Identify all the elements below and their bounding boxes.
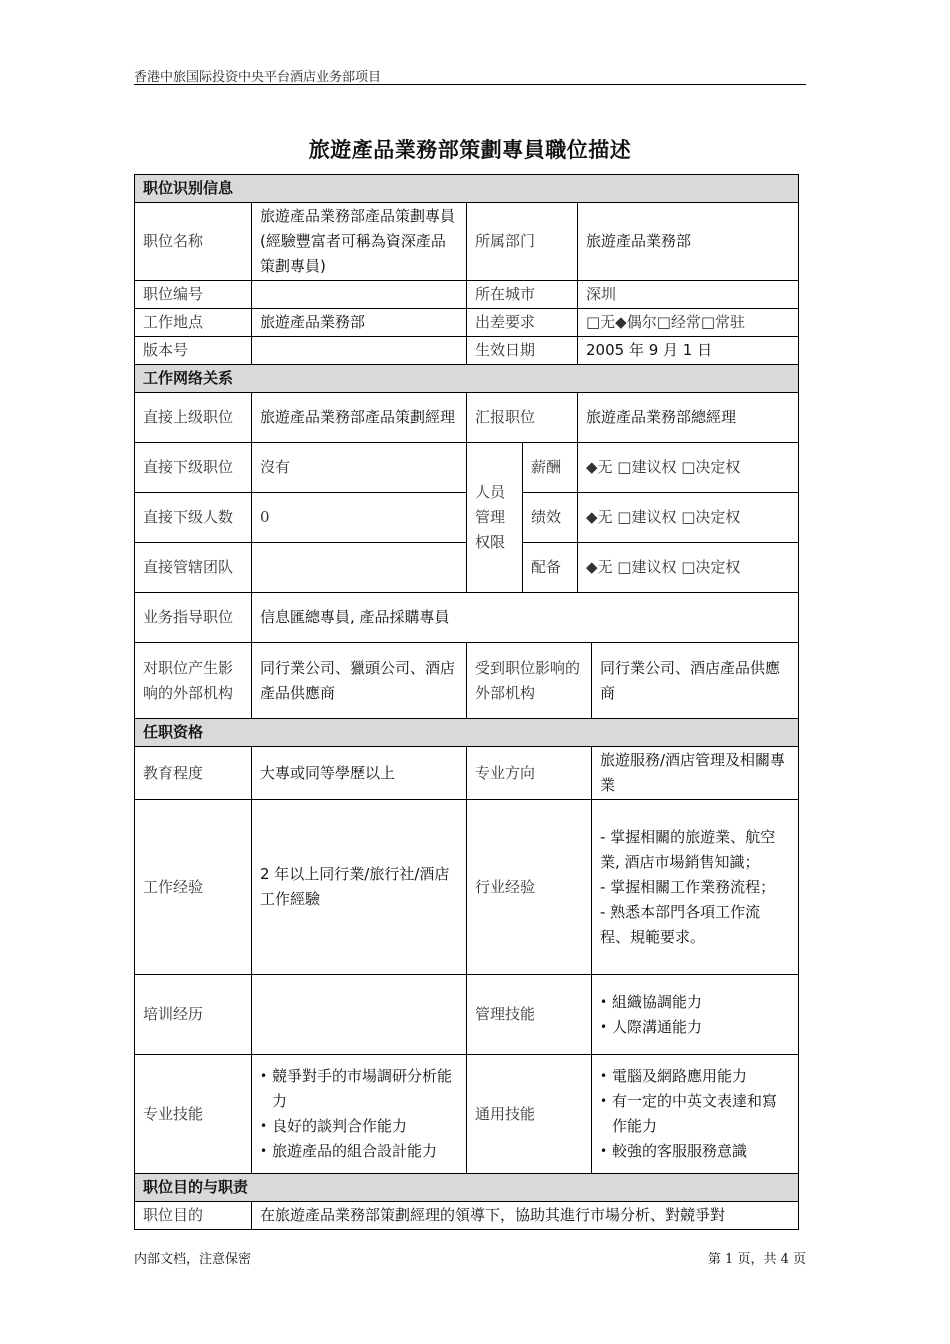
- report-value: 旅遊產品業務部總經理: [578, 393, 799, 443]
- code-value: [252, 281, 467, 309]
- footer-page-number: 第 1 页，共 4 页: [707, 1252, 806, 1267]
- industry-item: - 掌握相關的旅遊業、航空業, 酒店市場銷售知識；: [600, 827, 776, 871]
- travel-label: 出差要求: [467, 309, 578, 337]
- report-label: 汇报职位: [467, 393, 578, 443]
- footer-confidential: 内部文档，注意保密: [134, 1252, 252, 1267]
- position-name-label: 职位名称: [135, 203, 252, 281]
- location-value: 旅遊產品業務部: [252, 309, 467, 337]
- mgmt-item: • 組織協調能力: [600, 990, 790, 1015]
- general-skill-item: • 電腦及網路應用能力: [600, 1064, 790, 1089]
- influenced-value: 同行業公司、酒店產品供應商: [592, 643, 799, 719]
- influence-out-label: 对职位产生影响的外部机构: [135, 643, 252, 719]
- pro-skill-label: 专业技能: [135, 1055, 252, 1174]
- exp-label: 工作经验: [135, 800, 252, 975]
- mgmt-item: • 人際溝通能力: [600, 1015, 790, 1040]
- subordinate-label: 直接下级职位: [135, 443, 252, 493]
- guide-value: 信息匯總專員, 產品採購專員: [252, 593, 799, 643]
- city-label: 所在城市: [467, 281, 578, 309]
- perf-label: 绩效: [523, 493, 578, 543]
- edu-label: 教育程度: [135, 747, 252, 800]
- industry-value: [592, 800, 799, 975]
- city-value: 深圳: [578, 281, 799, 309]
- location-label: 工作地点: [135, 309, 252, 337]
- industry-label: 行业经验: [467, 800, 592, 975]
- pro-skill-item: • 競爭對手的市場調研分析能力: [260, 1064, 458, 1114]
- effective-label: 生效日期: [467, 337, 578, 365]
- pro-skill-item: • 旅遊產品的組合設計能力: [260, 1139, 458, 1164]
- team-label: 直接管辖团队: [135, 543, 252, 593]
- effective-value: 2005 年 9 月 1 日: [578, 337, 799, 365]
- salary-label: 薪酬: [523, 443, 578, 493]
- subordinate-value: 沒有: [252, 443, 467, 493]
- mgmt-label: 管理技能: [467, 975, 592, 1055]
- position-name-value: 旅遊產品業務部產品策劃專員 (經驗豐富者可稱為資深產品策劃專員): [252, 203, 467, 281]
- sub-count-value: 0: [252, 493, 467, 543]
- purpose-label: 职位目的: [135, 1202, 252, 1230]
- staff-value: ◆无 □建议权 □决定权: [578, 543, 799, 593]
- hr-authority-label: 人员管理权限: [467, 443, 523, 593]
- version-label: 版本号: [135, 337, 252, 365]
- section-purpose: 职位目的与职责: [135, 1174, 799, 1202]
- code-label: 职位编号: [135, 281, 252, 309]
- salary-value: ◆无 □建议权 □决定权: [578, 443, 799, 493]
- superior-value: 旅遊產品業務部產品策劃經理: [252, 393, 467, 443]
- training-value: [252, 975, 467, 1055]
- page-title: 旅遊產品業務部策劃專員職位描述: [308, 138, 632, 162]
- section-id-info: 职位识别信息: [135, 175, 799, 203]
- section-network: 工作网络关系: [135, 365, 799, 393]
- perf-value: ◆无 □建议权 □决定权: [578, 493, 799, 543]
- pro-skill-value: [252, 1055, 467, 1174]
- dept-label: 所属部门: [467, 203, 578, 281]
- version-value: [252, 337, 467, 365]
- guide-label: 业务指导职位: [135, 593, 252, 643]
- general-skill-item: • 較強的客服服務意識: [600, 1139, 790, 1164]
- general-skill-item: • 有一定的中英文表達和寫作能力: [600, 1089, 790, 1139]
- training-label: 培训经历: [135, 975, 252, 1055]
- general-skill-label: 通用技能: [467, 1055, 592, 1174]
- major-value: 旅遊服務/酒店管理及相關專業: [592, 747, 799, 800]
- general-skill-value: [592, 1055, 799, 1174]
- mgmt-value: [592, 975, 799, 1055]
- industry-item: - 掌握相關工作業務流程；: [600, 877, 776, 896]
- job-description-table: [134, 174, 799, 1230]
- edu-value: 大專或同等學歷以上: [252, 747, 467, 800]
- influenced-label: 受到职位影响的外部机构: [467, 643, 592, 719]
- industry-item: - 熟悉本部門各項工作流程、規範要求。: [600, 902, 761, 946]
- sub-count-label: 直接下级人数: [135, 493, 252, 543]
- major-label: 专业方向: [467, 747, 592, 800]
- pro-skill-item: • 良好的談判合作能力: [260, 1114, 458, 1139]
- header-divider: [134, 84, 806, 85]
- team-value: [252, 543, 467, 593]
- purpose-value: 在旅遊產品業務部策劃經理的領導下，協助其進行市場分析、對競爭對: [252, 1202, 799, 1230]
- dept-value: 旅遊產品業務部: [578, 203, 799, 281]
- exp-value: 2 年以上同行業/旅行社/酒店工作經驗: [252, 800, 467, 975]
- staff-label: 配备: [523, 543, 578, 593]
- travel-value: □无◆偶尔□经常□常驻: [578, 309, 799, 337]
- influence-out-value: 同行業公司、獵頭公司、酒店產品供應商: [252, 643, 467, 719]
- header-org: 香港中旅国际投资中央平台酒店业务部项目: [134, 70, 382, 85]
- section-qualification: 任职资格: [135, 719, 799, 747]
- superior-label: 直接上级职位: [135, 393, 252, 443]
